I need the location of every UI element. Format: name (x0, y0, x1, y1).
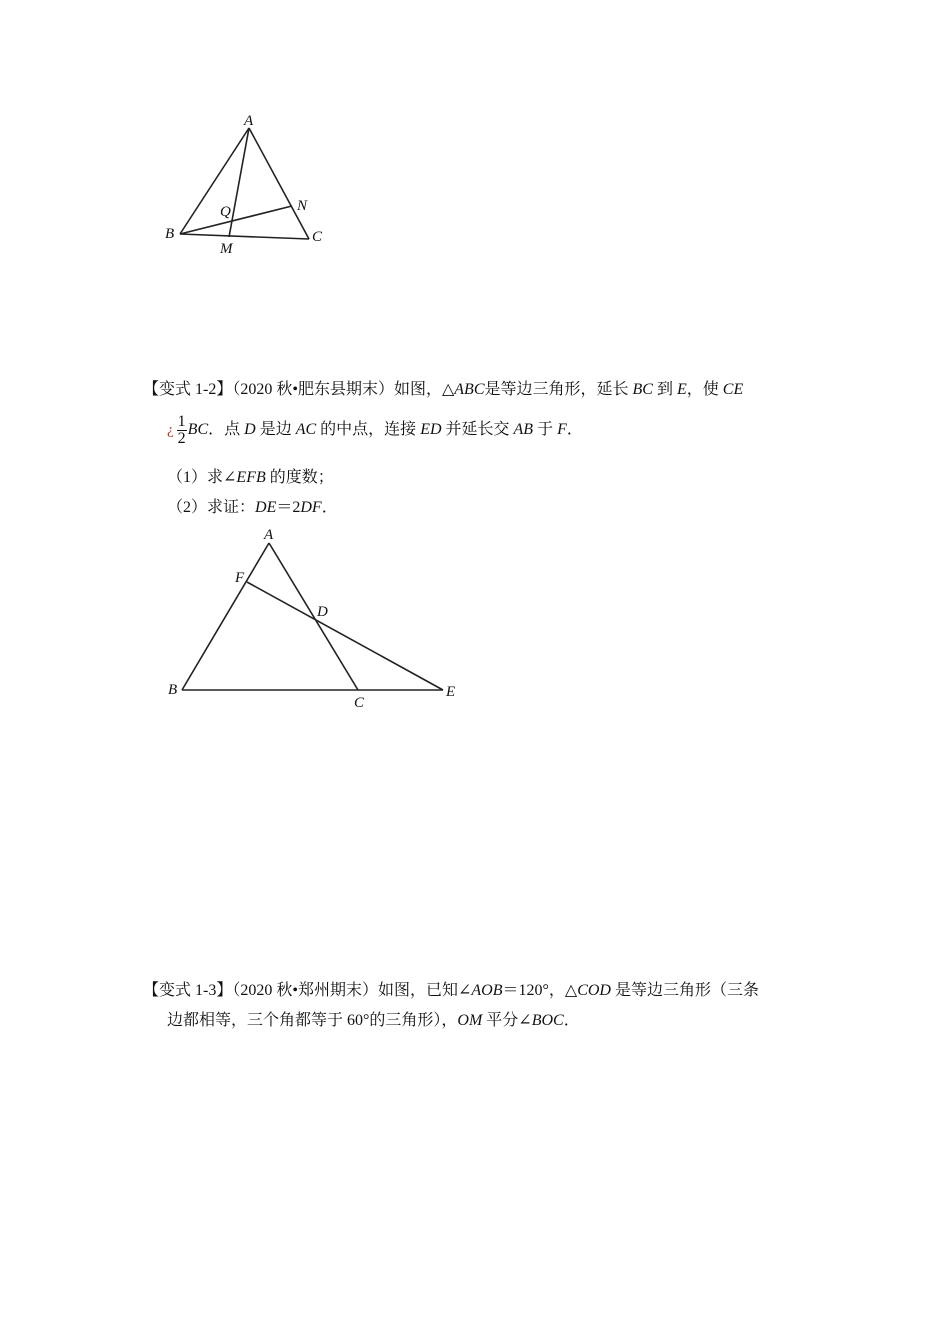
label-a: A (244, 113, 254, 129)
problem-1-2-tag: 【变式 1-2】 (143, 381, 233, 398)
problem-1-2-line-2-runs (188, 421, 583, 438)
math-variable: AOB (471, 982, 503, 999)
text-run: （2）求证： (167, 499, 256, 516)
text-run: 边都相等，三个角都等于 60°的三角形）， (167, 1012, 458, 1029)
text-run: ．点 (208, 421, 245, 438)
math-variable: ABC (454, 381, 485, 398)
math-variable: AC (295, 421, 317, 438)
figure-1-svg (160, 110, 340, 260)
text-run: 于 (533, 421, 558, 438)
text-run: 并延长交 (441, 421, 514, 438)
label-c: C (354, 695, 365, 711)
problem-1-3-line-1-runs (232, 982, 759, 999)
fraction-denominator: 2 (177, 429, 186, 447)
text-run: 到 (652, 381, 677, 398)
text-run: ＝120°，△ (502, 982, 578, 999)
problem-1-2-line-1 (143, 379, 743, 401)
math-variable: BOC (531, 1012, 564, 1029)
text-run: 是等边三角形（三条 (610, 982, 759, 999)
text-run: ． (563, 1012, 580, 1029)
problem-1-3-line-2-runs (167, 1012, 580, 1029)
fraction-one-half (177, 414, 187, 447)
text-run: ，使 (686, 381, 723, 398)
math-variable: BC (187, 421, 209, 438)
text-run: （2020 秋•郑州期末）如图，已知∠ (232, 982, 472, 999)
math-variable: CE (722, 381, 744, 398)
label-b: B (168, 682, 178, 698)
math-variable: EFB (236, 469, 266, 486)
segment-ac (269, 543, 358, 690)
label-q: Q (220, 204, 231, 220)
figure-triangle-abc-cevians (160, 110, 340, 260)
label-b: B (165, 226, 175, 242)
problem-1-2-question-1 (167, 467, 334, 489)
math-variable: D (244, 421, 256, 438)
math-variable: BC (632, 381, 653, 398)
math-variable: COD (577, 982, 611, 999)
text-run: ． (566, 421, 583, 438)
question-2-runs (167, 499, 338, 516)
text-run: ＝2 (276, 499, 301, 516)
label-n: N (297, 198, 308, 214)
label-c: C (312, 229, 323, 245)
text-run: （1）求∠ (167, 469, 237, 486)
text-run: ． (321, 499, 338, 516)
segment-bn (180, 206, 292, 234)
problem-1-3-tag: 【变式 1-3】 (143, 982, 233, 999)
math-variable: DF (300, 499, 322, 516)
label-d: D (317, 604, 328, 620)
text-run: 是等边三角形，延长 (484, 381, 633, 398)
math-variable: AB (513, 421, 534, 438)
garbled-character: ¿ (167, 422, 174, 438)
problem-1-3-line-2 (167, 1010, 580, 1032)
segment-bc (180, 234, 309, 239)
question-1-runs (167, 469, 334, 486)
fraction-numerator: 1 (177, 412, 186, 430)
label-m: M (220, 241, 233, 257)
segment-ac (249, 128, 309, 239)
text-run: 平分∠ (482, 1012, 532, 1029)
math-variable: OM (457, 1012, 483, 1029)
label-f: F (235, 570, 245, 586)
segment-ab (182, 543, 269, 690)
problem-1-2-question-2 (167, 497, 338, 519)
segment-fe (247, 582, 443, 690)
math-variable: DE (255, 499, 277, 516)
problem-1-3-line-1 (143, 980, 759, 1002)
math-variable: ED (420, 421, 442, 438)
label-e: E (446, 684, 456, 700)
figure-2-svg (160, 525, 470, 715)
problem-1-2-line-2 (167, 413, 583, 447)
text-run: 是边 (255, 421, 296, 438)
problem-1-2-line-1-runs (454, 381, 743, 398)
math-variable: E (676, 381, 687, 398)
text-run: 的中点，连接 (316, 421, 421, 438)
label-a: A (264, 527, 274, 543)
text-run: 的度数； (265, 469, 334, 486)
figure-triangle-abc-extended (160, 525, 470, 715)
math-variable: F (557, 421, 567, 438)
problem-1-2-source: （2020 秋•肥东县期末）如图，△ (232, 381, 455, 398)
